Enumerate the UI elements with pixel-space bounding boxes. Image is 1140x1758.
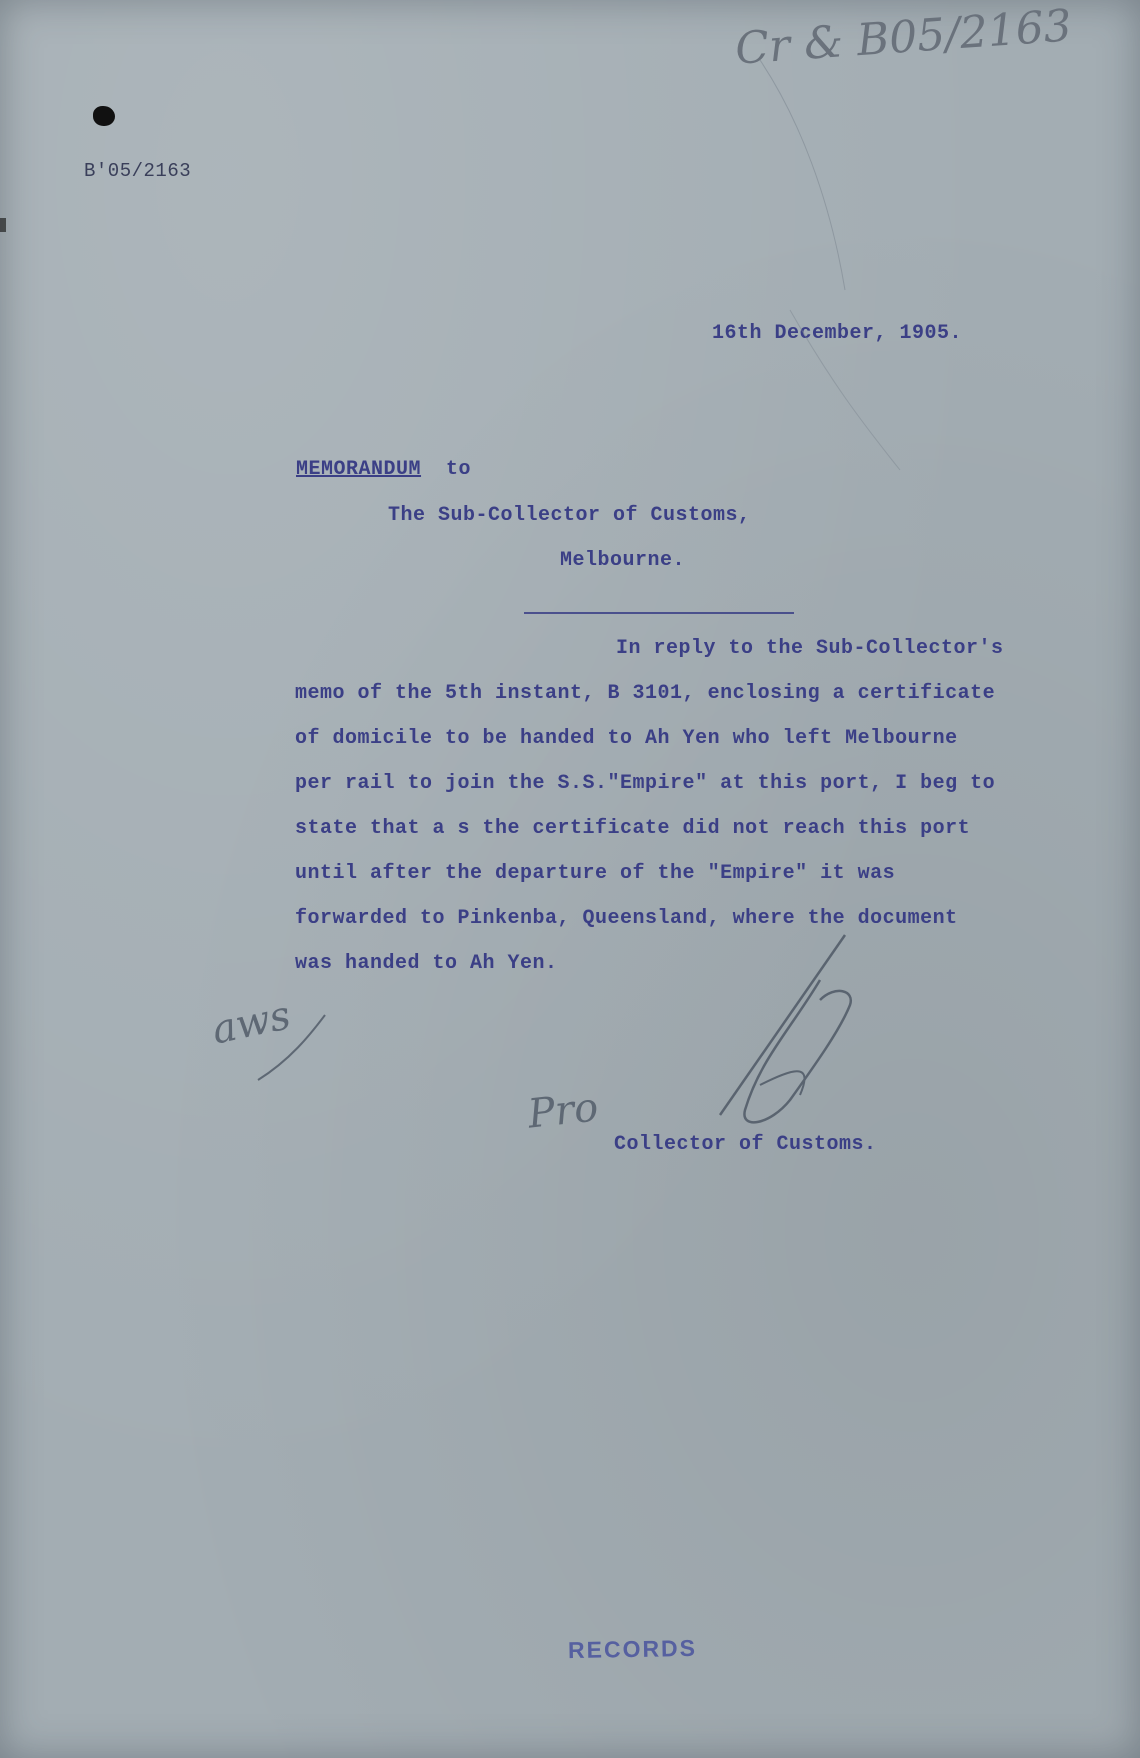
body-line: of domicile to be handed to Ah Yen who left Melbourne [295, 727, 958, 750]
handwritten-file-reference: Cr & B05/2163 [733, 0, 1074, 75]
body-line: per rail to join the S.S."Empire" at this port, I beg to [295, 772, 996, 795]
handwritten-pro: Pro [525, 1084, 601, 1138]
memo-to: to [446, 458, 472, 481]
body-line: until after the departure of the "Empire" it was [295, 862, 896, 885]
file-reference: B'05/2163 [84, 160, 192, 182]
signatory-title: Collector of Customs. [614, 1133, 877, 1156]
addressee-line-2: Melbourne. [560, 549, 686, 572]
body-line: In reply to the Sub-Collector's [616, 637, 1004, 660]
records-stamp: RECORDS [567, 1634, 698, 1664]
memo-date: 16th December, 1905. [712, 322, 963, 345]
body-line: state that a s the certificate did not reach this port [295, 817, 971, 840]
addressee-line-1: The Sub-Collector of Customs, [388, 504, 751, 527]
body-line: forwarded to Pinkenba, Queensland, where the document [295, 907, 958, 930]
body-line: was handed to Ah Yen. [295, 952, 558, 975]
handwritten-initials: aws [208, 992, 295, 1054]
body-line: memo of the 5th instant, B 3101, enclosing a certificate [295, 682, 996, 705]
memo-title: MEMORANDUM [296, 458, 422, 481]
